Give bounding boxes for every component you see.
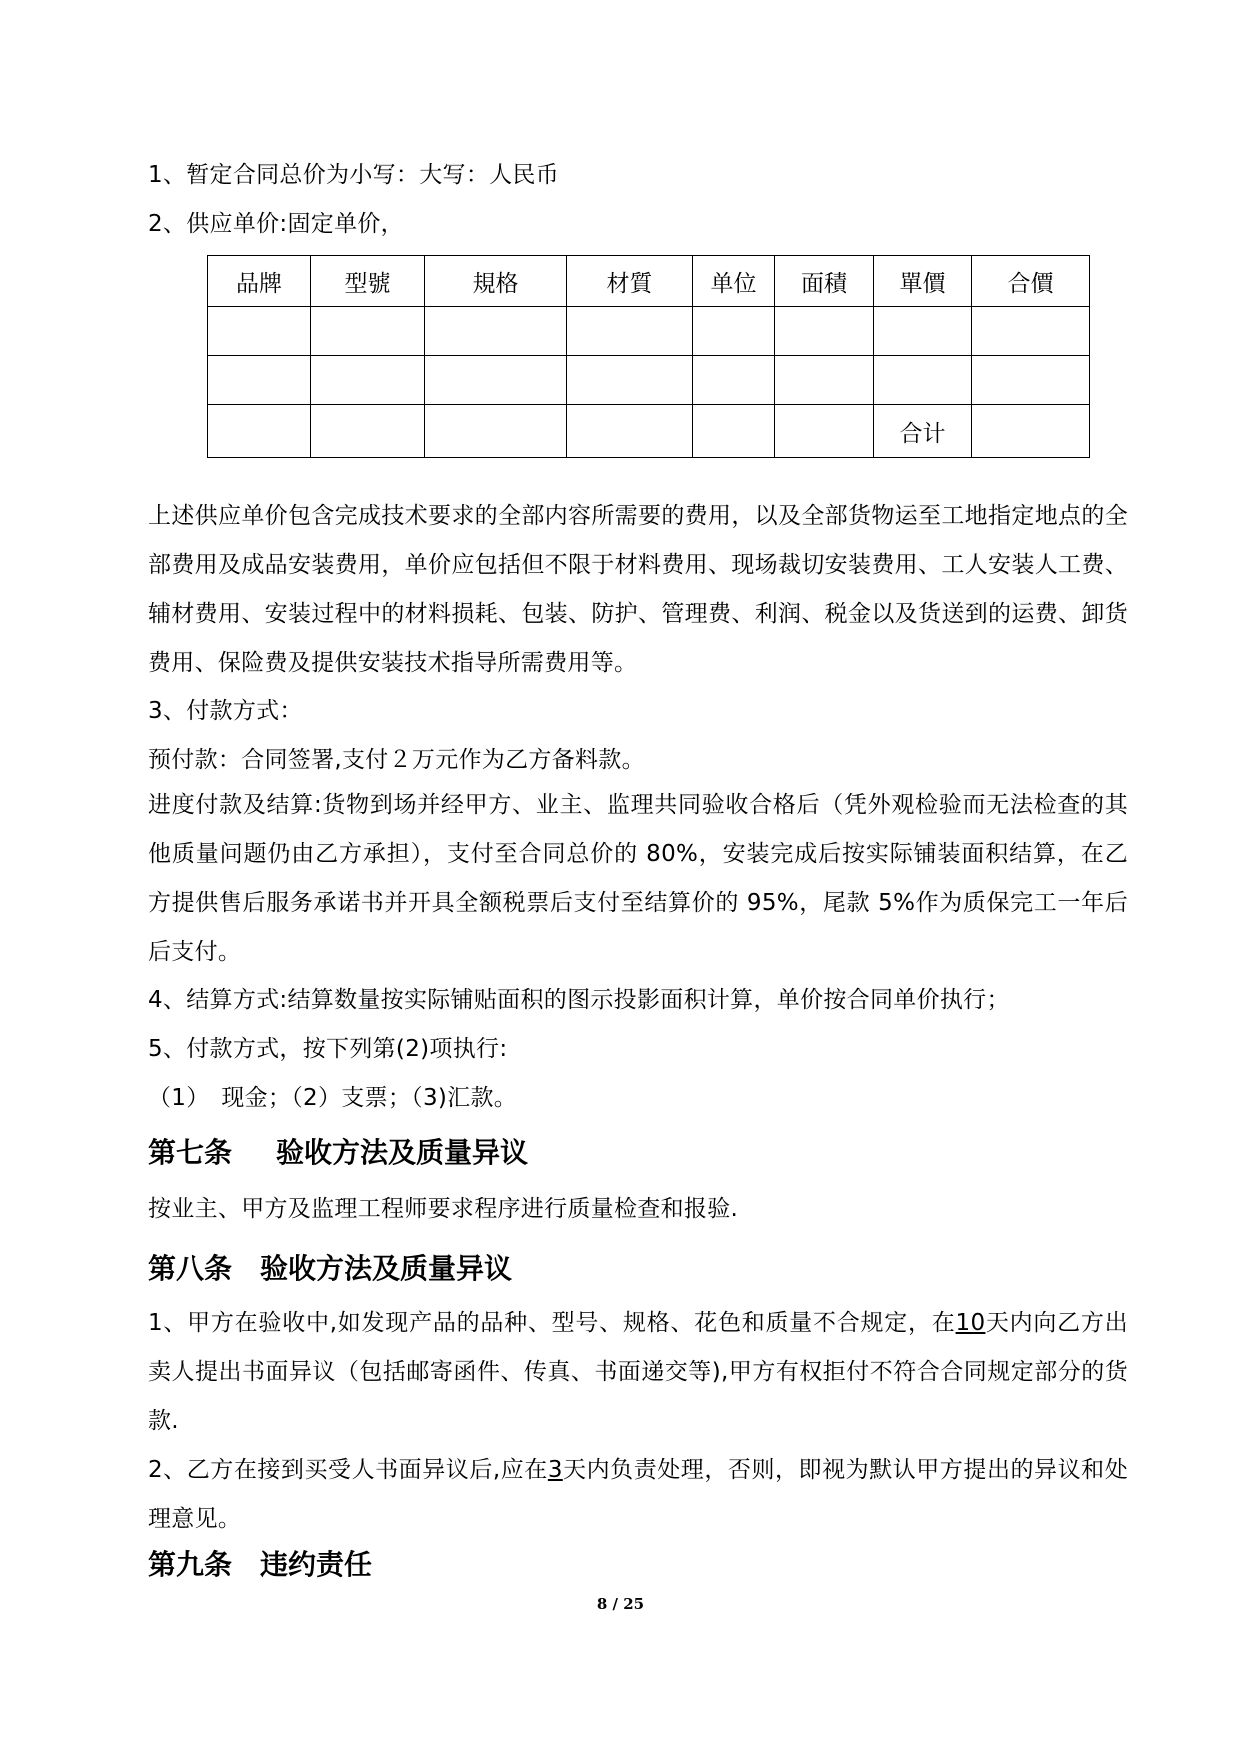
table-cell [775, 405, 874, 458]
table-header-cell: 品牌 [208, 256, 311, 307]
table-header-cell: 面積 [775, 256, 874, 307]
table-cell [567, 405, 693, 458]
clause-6-item-1: 1、暂定合同总价为小写：大写：人民币 [148, 162, 560, 188]
clause-8-item-1 [148, 1299, 1128, 1446]
table-cell [874, 307, 972, 356]
table-cell [425, 405, 567, 458]
clause-9-heading: 第九条 违约责任 [148, 1548, 373, 1581]
table-cell [208, 356, 311, 405]
table-header-row [208, 256, 1090, 307]
table-header-cell: 单位 [693, 256, 775, 307]
table-cell [972, 356, 1090, 405]
table-cell: 合计 [874, 405, 972, 458]
table-cell [208, 307, 311, 356]
handling-days: 3 [547, 1457, 563, 1483]
table-cell [567, 356, 693, 405]
table-cell [775, 307, 874, 356]
clause-8-item-2-text: 2、乙方在接到买受人书面异议后,应在 [148, 1457, 548, 1483]
clause-6-item-3: 3、付款方式： [148, 698, 303, 724]
table-cell [874, 356, 972, 405]
page-number: 8 / 25 [596, 1595, 645, 1613]
table-cell [208, 405, 311, 458]
table-header-cell: 單價 [874, 256, 972, 307]
table-row [208, 356, 1090, 405]
table-cell [693, 405, 775, 458]
table-header-cell: 型號 [311, 256, 425, 307]
clause-8-item-2 [148, 1446, 1128, 1544]
table-cell [972, 307, 1090, 356]
table-cell [972, 405, 1090, 458]
clause-7-number: 第七条 [148, 1136, 233, 1169]
table-cell [425, 307, 567, 356]
clause-7-heading [148, 1136, 528, 1170]
clause-6-item-5: 5、付款方式，按下列第(2)项执行: [148, 1036, 508, 1062]
clause-8-item-2-text-end: 天内负责处理，否则，即视为默认甲方提出的异议和处理意见。 [148, 1457, 1128, 1532]
price-inclusion-note: 上述供应单价包含完成技术要求的全部内容所需要的费用，以及全部货物运至工地指定地点的全部费用及成品安装费用，单价应包括但不限于材料费用、现场裁切安装费用、工人安装人工费、辅材费用、安装过程中的材料损耗、包装、防护、管理费、利润、税金以及货送到的运费、卸货费用、保险费及提供安装技术指导所需费用等。 [148, 503, 1128, 676]
clause-8-item-1-text-end: 天内向乙方出卖人提出书面异议（包括邮寄函件、传真、书面递交等),甲方有权拒付不符合合同规定部分的货款. [148, 1310, 1128, 1434]
table-cell [775, 356, 874, 405]
clause-8-heading: 第八条 验收方法及质量异议 [148, 1252, 513, 1285]
table-cell [311, 405, 425, 458]
clause-8-item-1-text: 1、甲方在验收中,如发现产品的品种、型号、规格、花色和质量不合规定，在 [148, 1310, 956, 1336]
payment-options: （1） 现金；（2）支票；（3)汇款。 [148, 1085, 518, 1111]
table-cell [425, 356, 567, 405]
progress-payment-text: 进度付款及结算:货物到场并经甲方、业主、监理共同验收合格后（凭外观检验而无法检查的其他质量问题仍由乙方承担），支付至合同总价的 80%，安装完成后按实际铺装面积结算，在乙方提供售后服务承诺书并开具全额税票后支付至结算价的 95%，尾款 5%作为质保完工一年后后支付。 [148, 792, 1128, 965]
clause-7-title: 验收方法及质量异议 [276, 1136, 529, 1169]
table-row [208, 405, 1090, 458]
table-cell [567, 307, 693, 356]
clause-6-item-4: 4、结算方式:结算数量按实际铺贴面积的图示投影面积计算，单价按合同单价执行； [148, 987, 1010, 1013]
table-header-cell: 合價 [972, 256, 1090, 307]
table-cell [693, 307, 775, 356]
clause-7-body: 按业主、甲方及监理工程师要求程序进行质量检查和报验. [148, 1196, 739, 1222]
table-row [208, 307, 1090, 356]
unit-price-table [207, 255, 1090, 458]
objection-days: 10 [955, 1310, 986, 1336]
table-cell [311, 307, 425, 356]
table-cell [693, 356, 775, 405]
table-cell [311, 356, 425, 405]
table-header-cell: 規格 [425, 256, 567, 307]
clause-6-item-2: 2、供应单价:固定单价， [148, 211, 404, 237]
table-header-cell: 材質 [567, 256, 693, 307]
prepayment-text: 预付款：合同签署,支付２万元作为乙方备料款。 [148, 747, 645, 773]
